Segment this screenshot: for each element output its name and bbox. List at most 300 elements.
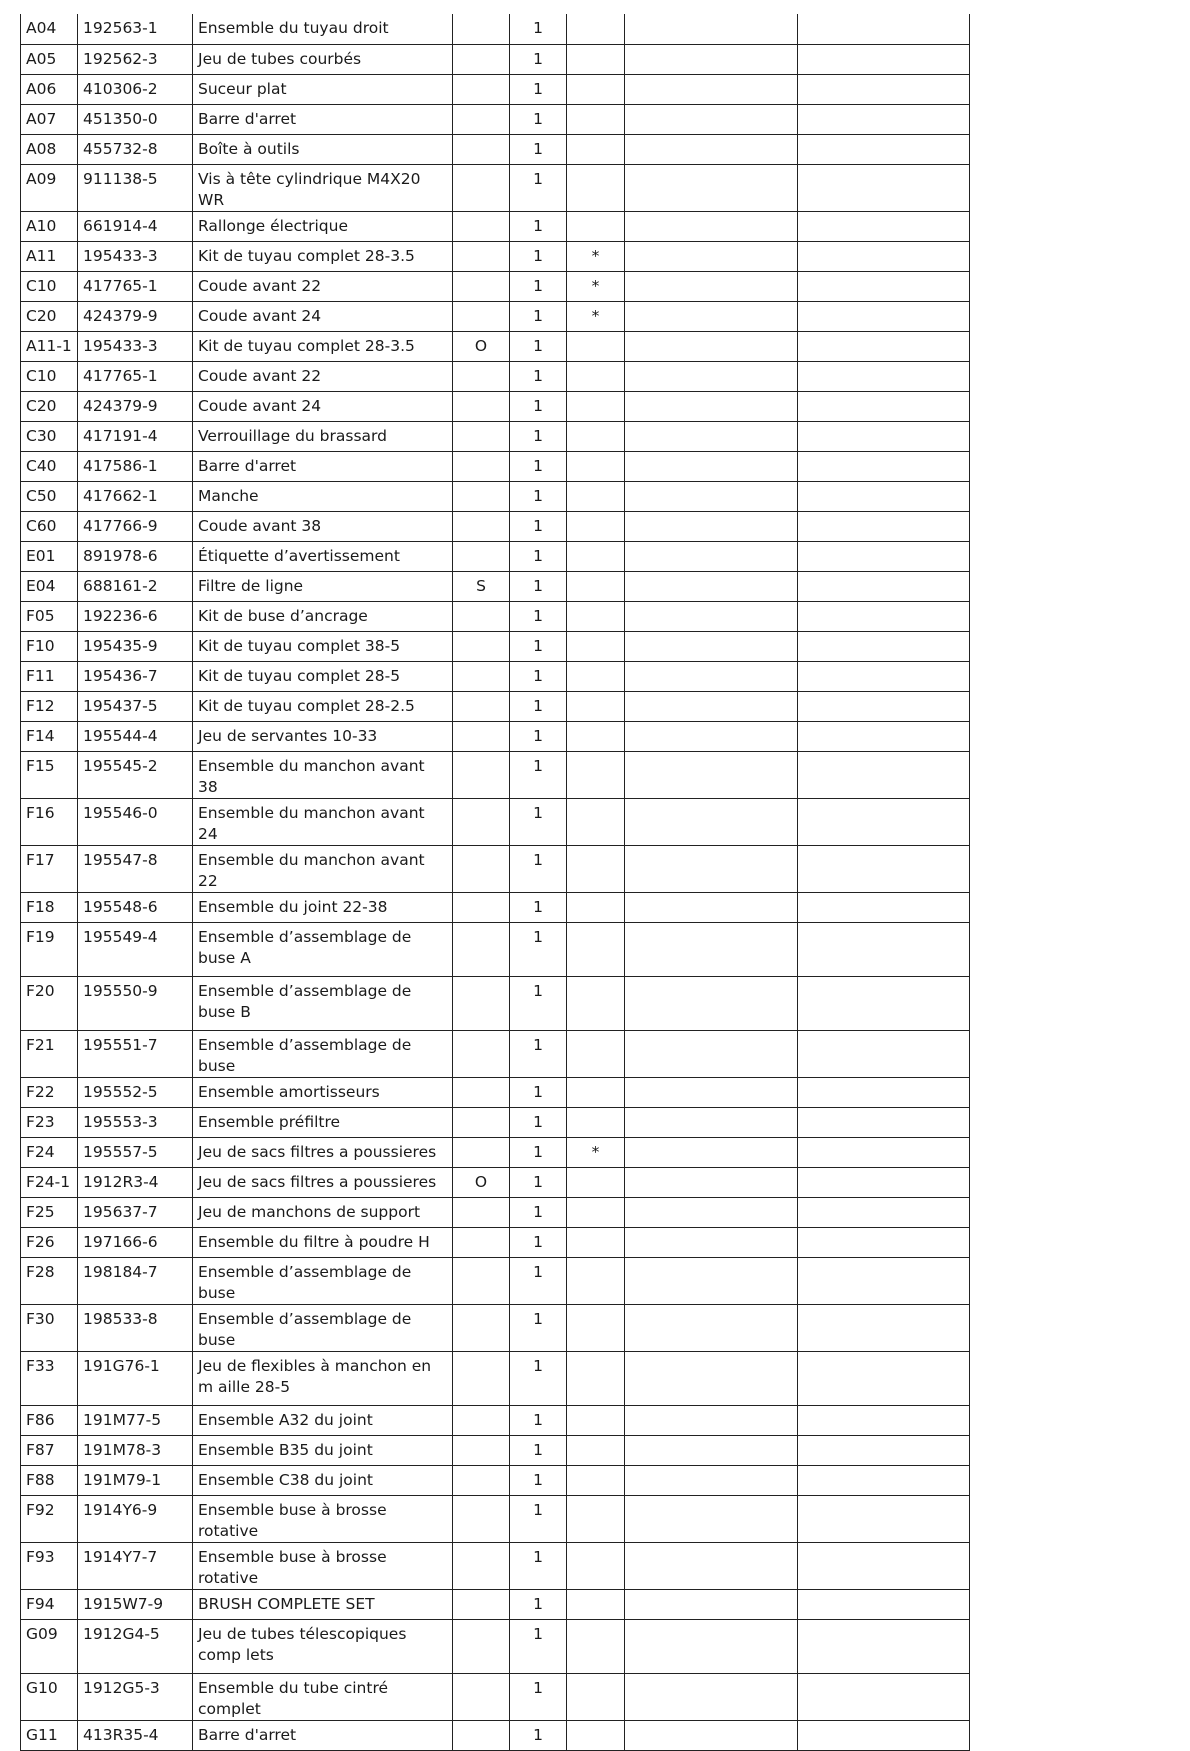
flag-cell: [453, 1257, 510, 1304]
description-cell: Ensemble buse à brosse rotative: [193, 1495, 453, 1542]
description-cell: Jeu de flexibles à manchon en m aille 28-5: [193, 1351, 453, 1405]
table-row: [21, 301, 970, 331]
part-number-cell: 195549-4: [78, 922, 193, 976]
flag-cell: [453, 391, 510, 421]
empty-cell: [798, 241, 970, 271]
empty-cell: [798, 134, 970, 164]
description-cell: Ensemble du tuyau droit: [193, 14, 453, 44]
quantity-cell: 1: [510, 301, 567, 331]
note-cell: [567, 892, 625, 922]
note-cell: [567, 164, 625, 211]
quantity-cell: 1: [510, 1227, 567, 1257]
empty-cell: [625, 922, 798, 976]
flag-cell: [453, 798, 510, 845]
empty-cell: [625, 601, 798, 631]
description-cell: Jeu de sacs filtres a poussieres: [193, 1137, 453, 1167]
note-cell: [567, 74, 625, 104]
note-cell: *: [567, 301, 625, 331]
note-cell: [567, 721, 625, 751]
part-number-cell: 1912G4-5: [78, 1619, 193, 1673]
empty-cell: [798, 845, 970, 892]
flag-cell: [453, 451, 510, 481]
reference-cell: A06: [21, 74, 78, 104]
reference-cell: F88: [21, 1465, 78, 1495]
flag-cell: [453, 892, 510, 922]
part-number-cell: 455732-8: [78, 134, 193, 164]
part-number-cell: 417765-1: [78, 271, 193, 301]
flag-cell: [453, 1673, 510, 1720]
quantity-cell: 1: [510, 104, 567, 134]
description-cell: Jeu de servantes 10-33: [193, 721, 453, 751]
table-row: [21, 361, 970, 391]
table-row: [21, 631, 970, 661]
part-number-cell: 195551-7: [78, 1030, 193, 1077]
flag-cell: [453, 211, 510, 241]
description-cell: Filtre de ligne: [193, 571, 453, 601]
empty-cell: [798, 44, 970, 74]
table-row: [21, 1589, 970, 1619]
description-cell: Ensemble du joint 22-38: [193, 892, 453, 922]
note-cell: [567, 631, 625, 661]
reference-cell: A08: [21, 134, 78, 164]
empty-cell: [625, 1257, 798, 1304]
empty-cell: [625, 798, 798, 845]
description-cell: Ensemble du manchon avant 22: [193, 845, 453, 892]
description-cell: Ensemble d’assemblage de buse: [193, 1030, 453, 1077]
quantity-cell: 1: [510, 1257, 567, 1304]
note-cell: [567, 1197, 625, 1227]
reference-cell: F26: [21, 1227, 78, 1257]
quantity-cell: 1: [510, 922, 567, 976]
description-cell: Jeu de tubes courbés: [193, 44, 453, 74]
part-number-cell: 424379-9: [78, 301, 193, 331]
note-cell: [567, 541, 625, 571]
flag-cell: [453, 631, 510, 661]
empty-cell: [625, 451, 798, 481]
part-number-cell: 661914-4: [78, 211, 193, 241]
quantity-cell: 1: [510, 164, 567, 211]
empty-cell: [798, 74, 970, 104]
empty-cell: [625, 1137, 798, 1167]
table-row: [21, 541, 970, 571]
reference-cell: F20: [21, 976, 78, 1030]
note-cell: [567, 922, 625, 976]
note-cell: [567, 211, 625, 241]
table-row: [21, 1137, 970, 1167]
table-row: [21, 1465, 970, 1495]
description-cell: Jeu de tubes télescopiques comp lets: [193, 1619, 453, 1673]
quantity-cell: 1: [510, 1137, 567, 1167]
part-number-cell: 195545-2: [78, 751, 193, 798]
flag-cell: [453, 721, 510, 751]
empty-cell: [798, 1619, 970, 1673]
quantity-cell: 1: [510, 451, 567, 481]
flag-cell: O: [453, 331, 510, 361]
table-row: [21, 134, 970, 164]
note-cell: [567, 1619, 625, 1673]
quantity-cell: 1: [510, 134, 567, 164]
empty-cell: [625, 976, 798, 1030]
table-row: [21, 1435, 970, 1465]
flag-cell: [453, 922, 510, 976]
part-number-cell: 417586-1: [78, 451, 193, 481]
quantity-cell: 1: [510, 1077, 567, 1107]
table-row: [21, 241, 970, 271]
quantity-cell: 1: [510, 1167, 567, 1197]
table-row: [21, 271, 970, 301]
table-row: [21, 1167, 970, 1197]
empty-cell: [798, 541, 970, 571]
table-row: [21, 511, 970, 541]
description-cell: Jeu de sacs filtres a poussieres: [193, 1167, 453, 1197]
flag-cell: [453, 164, 510, 211]
note-cell: [567, 601, 625, 631]
quantity-cell: 1: [510, 241, 567, 271]
empty-cell: [798, 1304, 970, 1351]
quantity-cell: 1: [510, 541, 567, 571]
part-number-cell: 911138-5: [78, 164, 193, 211]
reference-cell: F18: [21, 892, 78, 922]
reference-cell: G11: [21, 1720, 78, 1750]
flag-cell: [453, 134, 510, 164]
empty-cell: [625, 1227, 798, 1257]
description-cell: Boîte à outils: [193, 134, 453, 164]
flag-cell: [453, 1405, 510, 1435]
quantity-cell: 1: [510, 1720, 567, 1750]
reference-cell: A05: [21, 44, 78, 74]
flag-cell: [453, 691, 510, 721]
table-row: [21, 481, 970, 511]
note-cell: [567, 751, 625, 798]
description-cell: Ensemble préfiltre: [193, 1107, 453, 1137]
note-cell: [567, 14, 625, 44]
empty-cell: [625, 14, 798, 44]
empty-cell: [798, 164, 970, 211]
description-cell: Suceur plat: [193, 74, 453, 104]
flag-cell: [453, 104, 510, 134]
description-cell: Kit de tuyau complet 38-5: [193, 631, 453, 661]
note-cell: [567, 1589, 625, 1619]
quantity-cell: 1: [510, 751, 567, 798]
table-row: [21, 721, 970, 751]
reference-cell: A10: [21, 211, 78, 241]
reference-cell: F92: [21, 1495, 78, 1542]
quantity-cell: 1: [510, 1351, 567, 1405]
quantity-cell: 1: [510, 1405, 567, 1435]
empty-cell: [625, 661, 798, 691]
part-number-cell: 192562-3: [78, 44, 193, 74]
empty-cell: [625, 164, 798, 211]
empty-cell: [798, 571, 970, 601]
note-cell: [567, 1405, 625, 1435]
flag-cell: [453, 976, 510, 1030]
note-cell: [567, 1077, 625, 1107]
note-cell: [567, 134, 625, 164]
quantity-cell: 1: [510, 271, 567, 301]
table-row: [21, 1619, 970, 1673]
flag-cell: S: [453, 571, 510, 601]
part-number-cell: 191G76-1: [78, 1351, 193, 1405]
note-cell: [567, 391, 625, 421]
part-number-cell: 417766-9: [78, 511, 193, 541]
description-cell: Ensemble du manchon avant 24: [193, 798, 453, 845]
empty-cell: [625, 511, 798, 541]
part-number-cell: 195547-8: [78, 845, 193, 892]
empty-cell: [798, 601, 970, 631]
flag-cell: [453, 361, 510, 391]
empty-cell: [798, 1405, 970, 1435]
table-row: [21, 331, 970, 361]
quantity-cell: 1: [510, 1304, 567, 1351]
note-cell: [567, 511, 625, 541]
table-row: [21, 1405, 970, 1435]
empty-cell: [798, 451, 970, 481]
description-cell: Coude avant 22: [193, 361, 453, 391]
empty-cell: [625, 1673, 798, 1720]
empty-cell: [625, 1720, 798, 1750]
part-number-cell: 195433-3: [78, 241, 193, 271]
reference-cell: A11-1: [21, 331, 78, 361]
table-row: [21, 1077, 970, 1107]
note-cell: *: [567, 241, 625, 271]
table-row: [21, 1227, 970, 1257]
reference-cell: F22: [21, 1077, 78, 1107]
description-cell: Manche: [193, 481, 453, 511]
table-row: [21, 74, 970, 104]
table-row: [21, 211, 970, 241]
empty-cell: [798, 631, 970, 661]
empty-cell: [625, 631, 798, 661]
flag-cell: [453, 1030, 510, 1077]
part-number-cell: 1912G5-3: [78, 1673, 193, 1720]
flag-cell: [453, 301, 510, 331]
flag-cell: [453, 661, 510, 691]
part-number-cell: 195548-6: [78, 892, 193, 922]
quantity-cell: 1: [510, 1197, 567, 1227]
quantity-cell: 1: [510, 1435, 567, 1465]
note-cell: [567, 571, 625, 601]
empty-cell: [625, 721, 798, 751]
table-row: [21, 691, 970, 721]
note-cell: [567, 1465, 625, 1495]
empty-cell: [798, 1589, 970, 1619]
description-cell: Vis à tête cylindrique M4X20 WR: [193, 164, 453, 211]
flag-cell: [453, 421, 510, 451]
table-row: [21, 1351, 970, 1405]
reference-cell: F12: [21, 691, 78, 721]
empty-cell: [625, 421, 798, 451]
part-number-cell: 413R35-4: [78, 1720, 193, 1750]
table-row: [21, 1542, 970, 1589]
table-row: [21, 1197, 970, 1227]
note-cell: [567, 1435, 625, 1465]
quantity-cell: 1: [510, 1495, 567, 1542]
part-number-cell: 197166-6: [78, 1227, 193, 1257]
table-row: [21, 1720, 970, 1750]
note-cell: [567, 331, 625, 361]
quantity-cell: 1: [510, 1542, 567, 1589]
description-cell: Coude avant 24: [193, 391, 453, 421]
note-cell: [567, 421, 625, 451]
note-cell: *: [567, 1137, 625, 1167]
reference-cell: F16: [21, 798, 78, 845]
empty-cell: [625, 481, 798, 511]
description-cell: Barre d'arret: [193, 1720, 453, 1750]
reference-cell: C20: [21, 301, 78, 331]
reference-cell: F28: [21, 1257, 78, 1304]
note-cell: [567, 1495, 625, 1542]
reference-cell: C10: [21, 271, 78, 301]
quantity-cell: 1: [510, 721, 567, 751]
empty-cell: [798, 391, 970, 421]
part-number-cell: 198184-7: [78, 1257, 193, 1304]
empty-cell: [798, 1351, 970, 1405]
table-row: [21, 421, 970, 451]
description-cell: Jeu de manchons de support: [193, 1197, 453, 1227]
empty-cell: [798, 691, 970, 721]
part-number-cell: 417765-1: [78, 361, 193, 391]
reference-cell: F93: [21, 1542, 78, 1589]
table-row: [21, 976, 970, 1030]
reference-cell: F23: [21, 1107, 78, 1137]
note-cell: [567, 1227, 625, 1257]
flag-cell: [453, 1351, 510, 1405]
description-cell: Kit de tuyau complet 28-3.5: [193, 241, 453, 271]
reference-cell: F10: [21, 631, 78, 661]
empty-cell: [798, 1227, 970, 1257]
description-cell: Étiquette d’avertissement: [193, 541, 453, 571]
reference-cell: F33: [21, 1351, 78, 1405]
flag-cell: [453, 1589, 510, 1619]
empty-cell: [798, 1720, 970, 1750]
part-number-cell: 192563-1: [78, 14, 193, 44]
empty-cell: [625, 751, 798, 798]
flag-cell: [453, 1435, 510, 1465]
note-cell: [567, 976, 625, 1030]
reference-cell: F86: [21, 1405, 78, 1435]
empty-cell: [798, 211, 970, 241]
flag-cell: [453, 511, 510, 541]
empty-cell: [798, 271, 970, 301]
quantity-cell: 1: [510, 511, 567, 541]
part-number-cell: 891978-6: [78, 541, 193, 571]
reference-cell: F30: [21, 1304, 78, 1351]
reference-cell: A07: [21, 104, 78, 134]
quantity-cell: 1: [510, 1465, 567, 1495]
description-cell: Ensemble buse à brosse rotative: [193, 1542, 453, 1589]
empty-cell: [625, 1304, 798, 1351]
reference-cell: A09: [21, 164, 78, 211]
description-cell: Barre d'arret: [193, 451, 453, 481]
description-cell: Verrouillage du brassard: [193, 421, 453, 451]
reference-cell: C20: [21, 391, 78, 421]
reference-cell: G09: [21, 1619, 78, 1673]
note-cell: [567, 1107, 625, 1137]
part-number-cell: 195437-5: [78, 691, 193, 721]
reference-cell: F19: [21, 922, 78, 976]
reference-cell: C40: [21, 451, 78, 481]
empty-cell: [798, 1197, 970, 1227]
empty-cell: [625, 241, 798, 271]
empty-cell: [798, 922, 970, 976]
description-cell: Ensemble amortisseurs: [193, 1077, 453, 1107]
reference-cell: C50: [21, 481, 78, 511]
description-cell: Ensemble du filtre à poudre H: [193, 1227, 453, 1257]
table-row: [21, 1107, 970, 1137]
empty-cell: [625, 892, 798, 922]
table-row: [21, 391, 970, 421]
note-cell: [567, 1673, 625, 1720]
reference-cell: F17: [21, 845, 78, 892]
table-row: [21, 1673, 970, 1720]
quantity-cell: 1: [510, 421, 567, 451]
quantity-cell: 1: [510, 1107, 567, 1137]
part-number-cell: 1915W7-9: [78, 1589, 193, 1619]
empty-cell: [625, 571, 798, 601]
reference-cell: F14: [21, 721, 78, 751]
quantity-cell: 1: [510, 631, 567, 661]
description-cell: Coude avant 24: [193, 301, 453, 331]
empty-cell: [625, 691, 798, 721]
quantity-cell: 1: [510, 74, 567, 104]
empty-cell: [625, 271, 798, 301]
description-cell: Coude avant 22: [193, 271, 453, 301]
part-number-cell: 195553-3: [78, 1107, 193, 1137]
empty-cell: [798, 1137, 970, 1167]
description-cell: Ensemble B35 du joint: [193, 1435, 453, 1465]
part-number-cell: 192236-6: [78, 601, 193, 631]
empty-cell: [798, 1107, 970, 1137]
reference-cell: C60: [21, 511, 78, 541]
empty-cell: [625, 104, 798, 134]
flag-cell: [453, 481, 510, 511]
flag-cell: [453, 751, 510, 798]
empty-cell: [625, 211, 798, 241]
quantity-cell: 1: [510, 601, 567, 631]
reference-cell: E01: [21, 541, 78, 571]
flag-cell: [453, 1077, 510, 1107]
part-number-cell: 198533-8: [78, 1304, 193, 1351]
parts-table: [20, 14, 970, 1751]
flag-cell: [453, 1619, 510, 1673]
part-number-cell: 688161-2: [78, 571, 193, 601]
note-cell: [567, 1720, 625, 1750]
description-cell: Ensemble du manchon avant 38: [193, 751, 453, 798]
part-number-cell: 195436-7: [78, 661, 193, 691]
quantity-cell: 1: [510, 14, 567, 44]
empty-cell: [625, 1030, 798, 1077]
empty-cell: [625, 1619, 798, 1673]
flag-cell: [453, 845, 510, 892]
quantity-cell: 1: [510, 571, 567, 601]
empty-cell: [625, 1167, 798, 1197]
description-cell: Ensemble d’assemblage de buse: [193, 1257, 453, 1304]
table-row: [21, 1304, 970, 1351]
empty-cell: [625, 1405, 798, 1435]
description-cell: Kit de tuyau complet 28-2.5: [193, 691, 453, 721]
empty-cell: [625, 1542, 798, 1589]
part-number-cell: 424379-9: [78, 391, 193, 421]
flag-cell: [453, 14, 510, 44]
empty-cell: [798, 421, 970, 451]
table-row: [21, 751, 970, 798]
quantity-cell: 1: [510, 211, 567, 241]
flag-cell: [453, 74, 510, 104]
flag-cell: [453, 241, 510, 271]
empty-cell: [798, 1542, 970, 1589]
part-number-cell: 417662-1: [78, 481, 193, 511]
quantity-cell: 1: [510, 1619, 567, 1673]
